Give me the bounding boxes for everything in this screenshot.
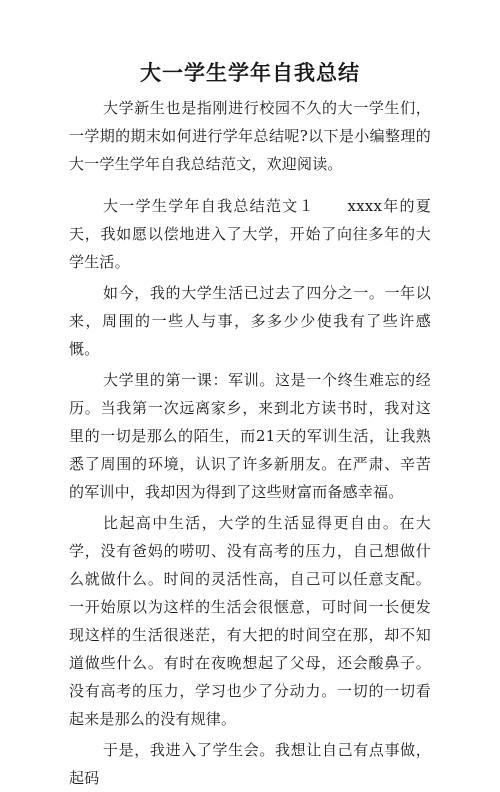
body-paragraph-2: 如今，我的大学生活已过去了四分之一。一年以来，周围的一些人与事，多多少少使我有了些许感慨。 (69, 284, 431, 358)
intro-paragraph: 大学新生也是指刚进行校园不久的大一学生们，一学期的期末如何进行学年总结呢?以下是小编整理的大一学生学年自我总结范文，欢迎阅读。 (69, 99, 431, 173)
body-paragraph-1: 大一学生学年自我总结范文１ xxxx年的夏天，我如愿以偿地进入了大学，开始了向往多年的大学生活。 (69, 197, 431, 271)
document-body (69, 94, 431, 792)
body-paragraph-3: 大学里的第一课：军训。这是一个终生难忘的经历。当我第一次远离家乡，来到北方读书时，我对这里的一切是那么的陌生，而21天的军训生活，让我熟悉了周围的环境，认识了许多新朋友。在严肃、辛苦的军训中，我却因为得到了这些财富而备感幸福。 (69, 371, 431, 501)
body-paragraph-5: 于是，我进入了学生会。我想让自己有点事做，起码 (69, 741, 431, 787)
document-title: 大一学生学年自我总结 (140, 61, 360, 85)
body-paragraph-4: 比起高中生活，大学的生活显得更自由。在大学，没有爸妈的唠叨、没有高考的压力，自己想做什么就做什么。时间的灵活性高，自己可以任意支配。一开始原以为这样的生活会很惬意，可时间一长便发现这样的生活很迷茫，有大把的时间空在那，却不知道做些什么。有时在夜晚想起了父母，还会酸鼻子。没有高考的压力，学习也少了分动力。一切的一切看起来是那么的没有规律。 (69, 514, 431, 728)
paragraph-spacer (69, 178, 431, 192)
